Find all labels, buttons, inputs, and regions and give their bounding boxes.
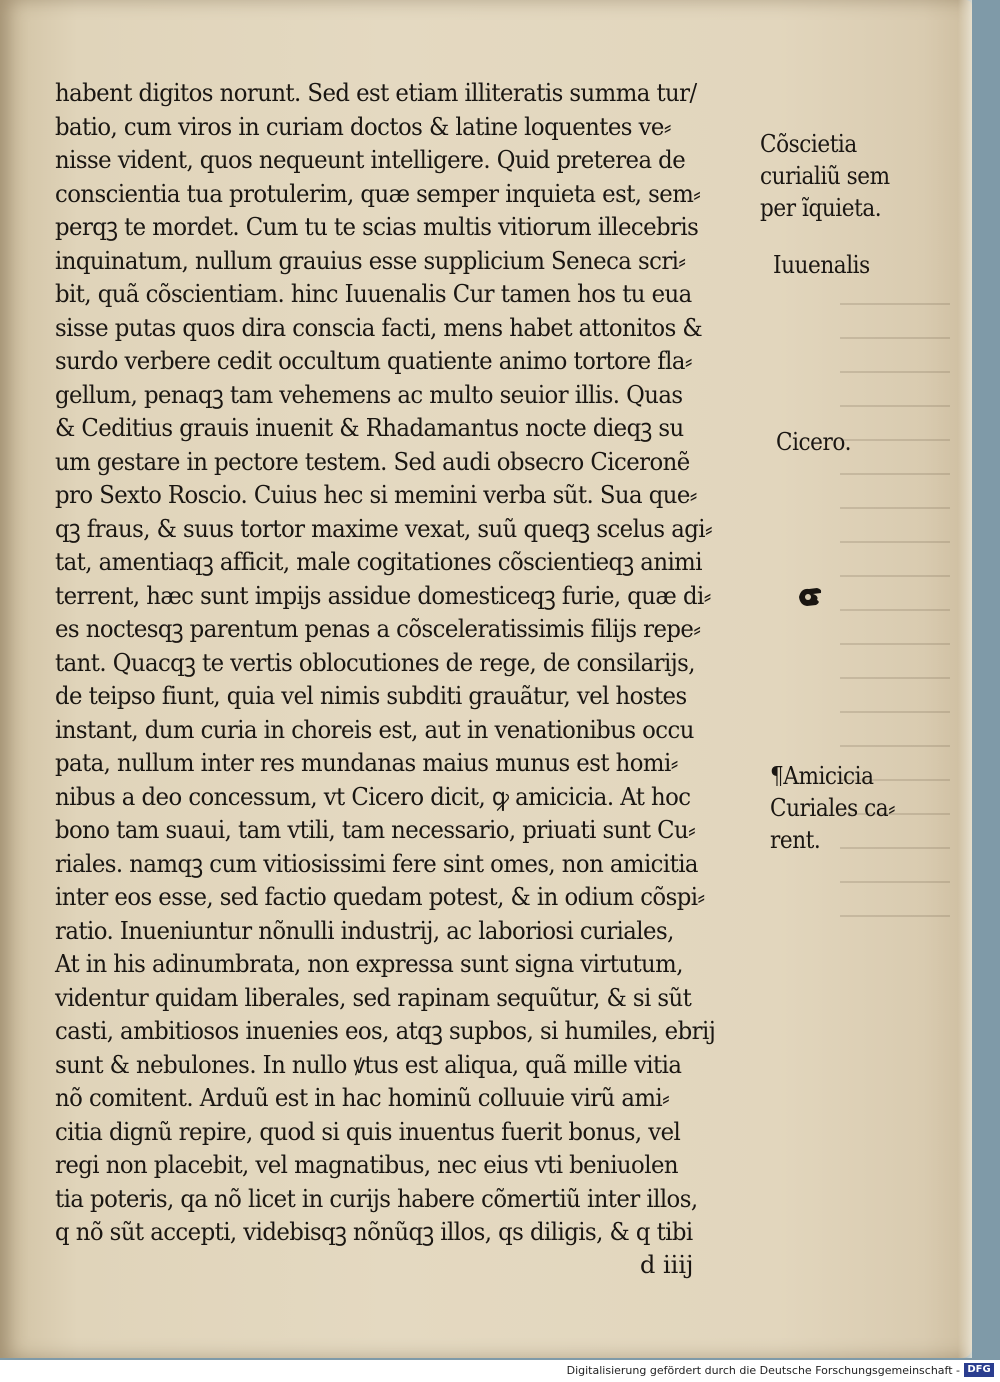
text-line: de teipso fiunt, quia vel nimis subditi grauãtur, vel hostes [55, 681, 687, 710]
funding-credit: Digitalisierung gefördert durch die Deutsche Forschungsgemeinschaft - [566, 1364, 960, 1377]
text-line: At in his adinumbrata, non expressa sunt signa virtutum, [55, 949, 683, 978]
text-line: es noctesqꝫ parentum penas a cõsceleratissimis filijs repe⸗ [55, 614, 701, 643]
marginal-line: ¶Amicicia [770, 762, 874, 790]
text-line: qꝫ fraus, & suus tortor maxime vexat, suũ queqꝫ scelus agi⸗ [55, 513, 713, 543]
marginal-line: Iuuenalis [773, 251, 870, 279]
text-line: tia poteris, qa nõ licet in curijs habere cõmertiũ inter illos, [55, 1183, 698, 1213]
marginal-line: Cõscietia [760, 130, 857, 158]
text-line: videntur quidam liberales, sed rapinam sequũtur, & si sũt [55, 982, 692, 1012]
main-text-block [55, 76, 745, 1282]
text-line: inquinatum, nullum grauius esse supplicium Seneca scri⸗ [55, 245, 686, 275]
text-line: sisse putas quos dira conscia facti, mens habet attonitos & [55, 312, 703, 342]
text-line: um gestare in pectore testem. Sed audi obsecro Ciceronẽ [55, 446, 690, 476]
text-line: pro Sexto Roscio. Cuius hec si memini verba sũt. Sua que⸗ [55, 480, 697, 509]
text-line: bono tam suaui, tam vtili, tam necessario, priuati sunt Cu⸗ [55, 815, 696, 844]
text-line: nibus a deo concessum, vt Cicero dicit, ꝙ amicicia. At hoc [55, 781, 691, 811]
text-line: terrent, hæc sunt impijs assidue domesticeqꝫ furie, quæ di⸗ [55, 580, 711, 610]
text-line: surdo verbere cedit occultum quatiente animo tortore fla⸗ [55, 346, 692, 375]
marginal-line: per ĩquieta. [760, 194, 882, 222]
text-line: riales. namqꝫ cum vitiosissimi fere sint omes, non amicitia [55, 848, 698, 878]
text-line: ratio. Inueniuntur nõnulli industrij, ac laboriosi curiales, [55, 915, 674, 945]
marginal-note-iuuenalis [773, 249, 870, 281]
text-line: nisse vident, quos nequeunt intelligere. Quid preterea de [55, 145, 686, 174]
text-line: habent digitos norunt. Sed est etiam illiteratis summa tur/ [55, 78, 697, 107]
text-line: gellum, penaqꝫ tam vehemens ac multo seuior illis. Quas [55, 379, 683, 409]
text-line: tat, amentiaqꝫ afficit, male cogitationes cõscientieqꝫ animi [55, 547, 702, 576]
text-line: conscientia tua protulerim, quæ semper inquieta est, sem⸗ [55, 178, 701, 208]
text-line: & Ceditius grauis inuenit & Rhadamantus nocte dieqꝫ su [55, 413, 684, 442]
text-line: regi non placebit, vel magnatibus, nec eius vti beniuolen [55, 1150, 678, 1179]
marginal-note-conscientia [760, 128, 890, 224]
manicule-icon [795, 584, 825, 610]
marginal-line: Curiales ca⸗ [770, 794, 895, 822]
marginal-line: Cicero. [776, 428, 851, 456]
text-line: citia dignũ repire, quod si quis inuentus fuerit bonus, vel [55, 1116, 681, 1146]
marginal-line: rent. [770, 826, 821, 854]
marginal-note-cicero [776, 426, 851, 458]
text-line: q nõ sũt accepti, videbisqꝫ nõnũqꝫ illos, qs diligis, & q tibi [55, 1217, 693, 1246]
text-line: inter eos esse, sed factio quedam potest, & in odium cõspi⸗ [55, 882, 705, 911]
text-line: sunt & nebulones. In nullo ꝟtus est aliqua, quã mille vitia [55, 1049, 682, 1079]
signature-mark: d iiij [640, 1250, 694, 1279]
text-line: pata, nullum inter res mundanas maius munus est homi⸗ [55, 748, 678, 777]
text-line: casti, ambitiosos inuenies eos, atqꝫ supbos, si humiles, ebrij [55, 1016, 716, 1045]
text-line: tant. Quacqꝫ te vertis oblocutiones de rege, de consilarijs, [55, 647, 695, 677]
marginal-note-amicicia [770, 760, 895, 856]
text-line: instant, dum curia in choreis est, aut in venationibus occu [55, 714, 694, 744]
text-line: perqꝫ te mordet. Cum tu te scias multis vitiorum illecebris [55, 212, 699, 241]
text-line: batio, cum viros in curiam doctos & latine loquentes ve⸗ [55, 111, 671, 141]
text-line: bit, quã cõscientiam. hinc Iuuenalis Cur tamen hos tu eua [55, 279, 692, 308]
text-line: nõ comitent. Arduũ est in hac hominũ colluuie virũ ami⸗ [55, 1083, 670, 1112]
marginal-line: curialiũ sem [760, 162, 890, 190]
dfg-logo: DFG [964, 1363, 994, 1377]
